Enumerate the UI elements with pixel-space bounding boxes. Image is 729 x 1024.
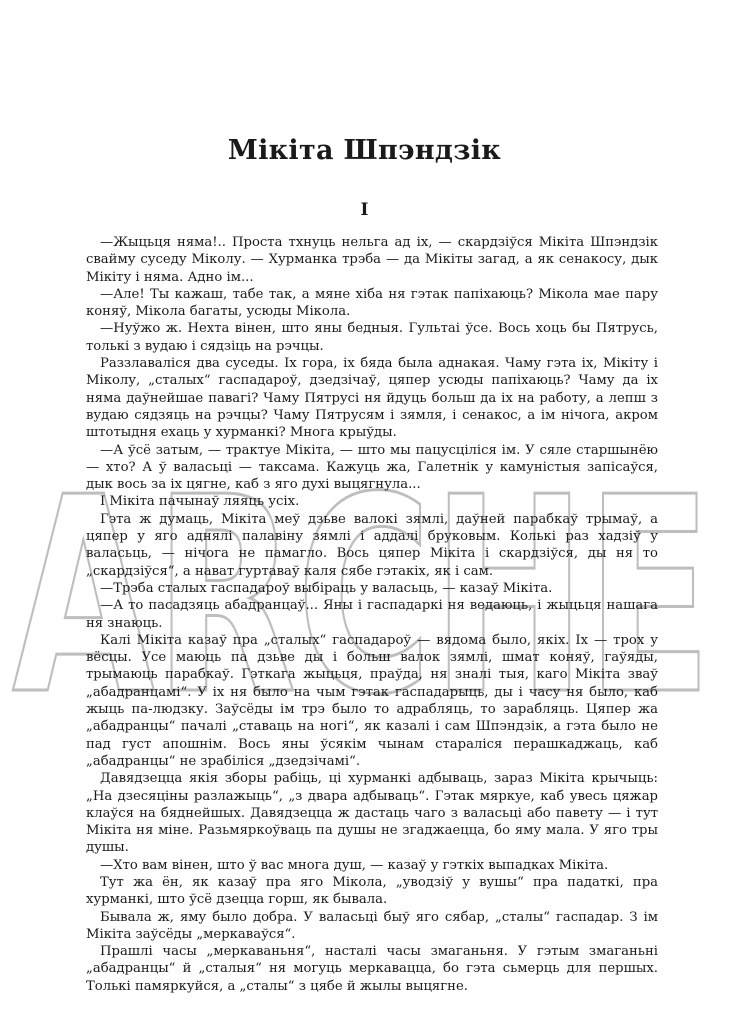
paragraph: Тут жа ён, як казаў пра яго Мікола, „уводзіў у вушы“ пра падаткі, пра хурманкі, што ўсё дзецца горш, як бывала. — [86, 874, 658, 908]
paragraph: Прашлі часы „меркаваньня“, насталі часы змаганьня. У гэтым змаганьні „абадранцы“ й „сталыя“ ня могуць меркавацца, бо гэта сьмерць для першых. Толькі памяркуйся, а „сталы“ з цябе й жылы выцягне. — [86, 944, 658, 994]
page-title: Мікіта Шпэндзік — [227, 135, 502, 166]
paragraph: Гэта ж думаць, Мікіта меў дзьве валокі зямлі, даўней парабкаў трымаў, а цяпер у яго аднялі палавіну зямлі і аддалі бруковым. Колькі раз хадзіў у валасьць, — нічога не памагло. Вось цяпер Мікіта і скардзіўся, ды ня то „скардзіўся“, а нават гуртаваў каля сябе гэтакіх, як і сам. — [86, 511, 658, 579]
paragraph: —Але! Ты кажаш, табе так, а мяне хіба ня гэтак папіхаюць? Мікола мае пару коняў, Мікола багаты, усюды Мікола. — [86, 286, 658, 320]
chapter-number: I — [360, 200, 369, 220]
paragraph: Бывала ж, яму было добра. У валасьці быў яго сябар, „сталы“ гаспадар. З ім Мікіта заўсёды „меркаваўся“. — [86, 909, 658, 942]
body-text — [86, 234, 658, 995]
paragraph: І Мікіта пачынаў ляяць усіх. — [100, 494, 300, 510]
paragraph: —Жыцьця няма!.. Проста тхнуць нельга ад іх, — скардзіўся Мікіта Шпэндзік свайму суседу Міколу. — Хурманка трэба — да Мікіты загад, а як сенакосу, дык Мікіту і няма. Адно ім... — [86, 235, 658, 285]
paragraph: —Трэба сталых гаспадароў выбіраць у валасьць, — казаў Мікіта. — [100, 580, 553, 596]
paragraph: Давядзецца якія зборы рабіць, ці хурманкі адбываць, зараз Мікіта крычыць: „На дзесяціны разлажыць“, „з двара адбываць“. Гэтак мяркуе, каб увесь цяжар клаўся на бяднейшых. Давядзецца ж дастаць чаго з валасьці або павету — і тут Мікіта ня міне. Разьмяркоўваць па душы не згаджаецца, бо яму мала. У яго тры душы. — [86, 771, 658, 856]
paragraph: —Хто вам вінен, што ў вас многа душ, — казаў у гэткіх выпадках Мікіта. — [100, 857, 609, 873]
paragraph: —А то пасадзяць абадранцаў... Яны і гаспадаркі ня ведаюць, і жыцьця нашага ня знаюць. — [86, 598, 658, 631]
paragraph: Калі Мікіта казаў пра „сталых“ гаспадароў — вядома было, якіх. Іх — трох у вёсцы. Усе маюць па дзьве ды і больш валок зямлі, шмат коняў, гаўяды, трымаюць парабкаў. Гэткага жыцьця, праўда, ня зналі тыя, каго Мікіта зваў „абадранцамі“. У іх ня было на чым гэтак гаспадарыць, ды і часу ня было, каб жыць па-людзку. Заўсёды ім трэ было то адрабляць, то зарабляць. Цяпер жа „абадранцы“ пачалі „ставаць на ногі“, як казалі і сам Шпэндзік, а гэта было не пад густ апошнім. Вось яны ўсякім чынам стараліся перашкаджаць, каб „абадранцы“ не зрабіліся „дзедзічамі“. — [86, 632, 658, 769]
paragraph: —А ўсё затым, — трактуе Мікіта, — што мы пацусціліся ім. У сяле старшынёю — хто? А ў валасьці — таксама. Кажуць жа, Галетнік у камуністыя запісаўся, дык вось за іх цягне, каб з яго духі выцягнула... — [86, 442, 658, 493]
watermark-text: ARCHE — [12, 439, 712, 754]
paragraph: Раззлаваліся два суседы. Іх гора, іх бяда была аднакая. Чаму гэта іх, Мікіту і Міколу, „сталых“ гаспадароў, дзедзічаў, цяпер усюды папіхаюць? Чаму да іх няма даўнейшае павагі? Чаму Пятрусі ня йдуць больш да іх на работу, а лепш з вудаю сядзяць на рэчцы? Чаму Пятрусям і зямля, і сенакос, а ім нічога, акром штотыдня ехаць у хурманкі? Многа крыўды. — [86, 356, 658, 441]
paragraph: —Нуўжо ж. Нехта вінен, што яны бедныя. Гультаі ўсе. Вось хоць бы Пятрусь, толькі з вудаю і сядзіць на рэчцы. — [86, 321, 658, 354]
